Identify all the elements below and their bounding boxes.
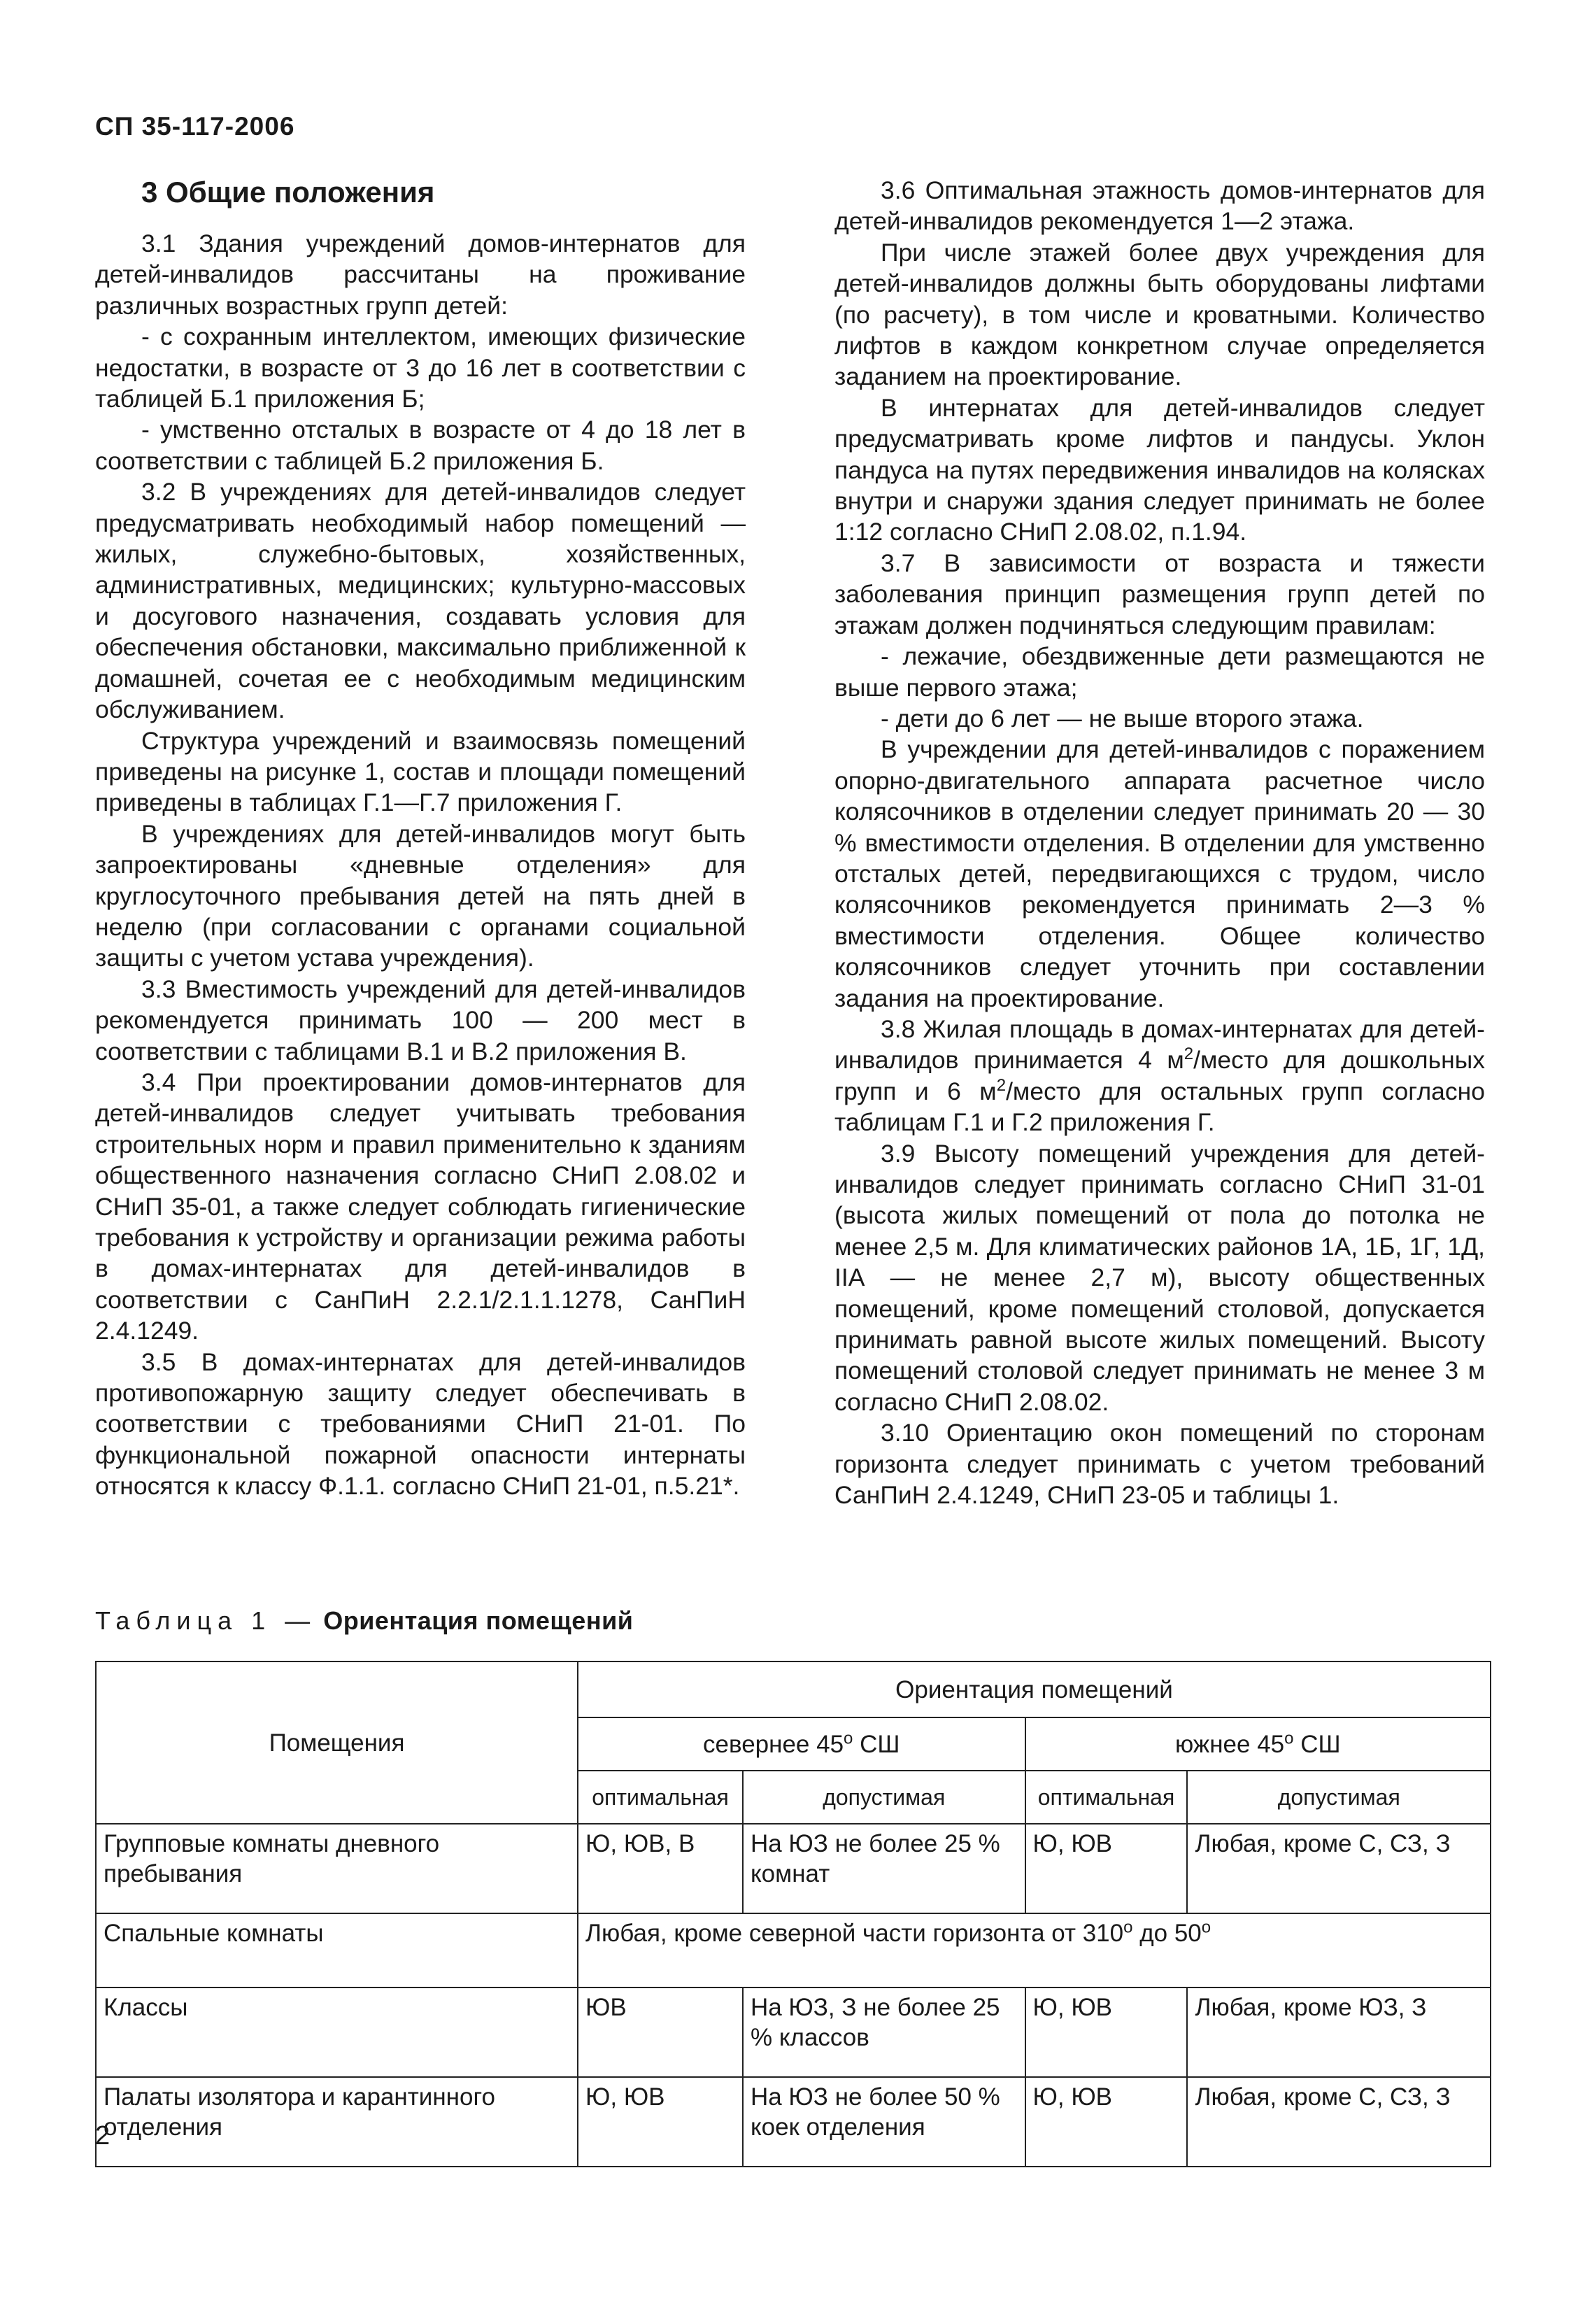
paragraph-3-1: 3.1 Здания учреждений домов-интернатов для детей-инвалидов рассчитаны на проживание различных возрастных групп детей:	[95, 229, 746, 320]
cell-north-allowed: На ЮЗ не более 25 % комнат	[743, 1824, 1025, 1913]
cell-north-optimal: ЮВ	[578, 1988, 743, 2077]
header-text: севернее 45	[703, 1730, 844, 1758]
list-item: - лежачие, обездвиженные дети размещаются не выше первого этажа;	[834, 642, 1485, 702]
header-south-allowed: допустимая	[1187, 1771, 1491, 1824]
cell-south-optimal: Ю, ЮВ	[1025, 2077, 1188, 2167]
cell-text: до 50	[1132, 1920, 1202, 1947]
superscript: 2	[996, 1075, 1007, 1095]
section-title: 3 Общие положения	[141, 176, 435, 208]
cell-south-allowed: Любая, кроме С, СЗ, З	[1187, 2077, 1491, 2167]
table-header-row	[96, 1661, 1491, 1717]
header-text: СШ	[1293, 1730, 1341, 1758]
paragraph-3-2: 3.2 В учреждениях для детей-инвалидов следует предусматривать необходимый набор помещений — жилых, служебно-бытовых, хозяйственных, административных, медицинских; культурно-массовых и досугового назначения, создавать условия для обеспечения обстановки, максимально приближенной к домашней, сочетая ее с необходимым медицинским обслуживанием.	[95, 478, 746, 724]
list-item: - с сохранным интеллектом, имеющих физические недостатки, в возрасте от 3 до 16 лет в соответствии с таблицей Б.1 приложения Б;	[95, 323, 746, 413]
table-caption-prefix: Таблица 1 —	[95, 1606, 317, 1635]
superscript: 2	[1184, 1044, 1194, 1064]
text-run: /место для дошкольных групп и 6 м	[834, 1046, 1485, 1105]
cell-room: Спальные комнаты	[96, 1913, 578, 1988]
list-item: - умственно отсталых в возрасте от 4 до 18 лет в соответствии с таблицей Б.2 приложения Б.	[95, 416, 746, 475]
paragraph-3-6: 3.6 Оптимальная этажность домов-интернатов для детей-инвалидов рекомендуется 1—2 этажа.	[834, 176, 1485, 236]
paragraph-3-5: 3.5 В домах-интернатах для детей-инвалидов противопожарную защиту следует обеспечивать в соответствии с требованиями СНиП 21-01. По функциональной пожарной опасности интернаты относятся к классу Ф.1.1. согласно СНиП 21-01, п.5.21*.	[95, 1347, 746, 1501]
cell-south-optimal: Ю, ЮВ	[1025, 1988, 1188, 2077]
cell-room: Классы	[96, 1988, 578, 2077]
header-orientation: Ориентация помещений	[578, 1661, 1491, 1717]
header-north-optimal: оптимальная	[578, 1771, 743, 1824]
cell-room: Групповые комнаты дневного пребывания	[96, 1824, 578, 1913]
header-text: СШ	[853, 1730, 900, 1758]
header-rooms: Помещения	[96, 1661, 578, 1824]
cell-orientation-any	[578, 1913, 1491, 1988]
orientation-table	[95, 1661, 1491, 2167]
cell-south-allowed: Любая, кроме ЮЗ, З	[1187, 1988, 1491, 2077]
header-south-optimal: оптимальная	[1025, 1771, 1188, 1824]
paragraph-3-9: 3.9 Высоту помещений учреждения для детей-инвалидов следует принимать согласно СНиП 31-01 (высота жилых помещений от пола до потолка не менее 2,5 м. Для климатических районов 1А, 1Б, 1Г, 1Д, IIА — не менее 2,7 м), высоту общественных помещений, кроме помещений столовой, допускается принимать равной высоте жилых помещений. Высоту помещений столовой следует принимать не менее 3 м согласно СНиП 2.08.02.	[834, 1139, 1485, 1416]
table-row	[96, 1913, 1491, 1988]
paragraph: Структура учреждений и взаимосвязь помещений приведены на рисунке 1, состав и площади помещений приведены в таблицах Г.1—Г.7 приложения Г.	[95, 726, 746, 817]
table-row	[96, 2077, 1491, 2167]
paragraph: В учреждении для детей-инвалидов с поражением опорно-двигательного аппарата расчетное число колясочников в отделении следует принимать 20 — 30 % вместимости отделения. В отделении для умственно отсталых детей, передвигающихся с трудом, число колясочников рекомендуется принимать 2—3 % вместимости отделения. Общее количество колясочников следует уточнить при составлении задания на проектирование.	[834, 735, 1485, 1012]
header-north-allowed: допустимая	[743, 1771, 1025, 1824]
paragraph: При числе этажей более двух учреждения для детей-инвалидов должны быть оборудованы лифтами (по расчету), в том числе и кроватными. Количество лифтов в каждом конкретном случае определяется заданием на проектирование.	[834, 238, 1485, 391]
paragraph: В учреждениях для детей-инвалидов могут быть запроектированы «дневные отделения» для круглосуточного пребывания детей на пять дней в неделю (при согласовании с органами социальной защиты с учетом устава учреждения).	[95, 819, 746, 972]
text-run: /место для остальных групп согласно таблицам Г.1 и Г.2 приложения Г.	[834, 1077, 1485, 1137]
header-north	[578, 1717, 1025, 1771]
header-text: южнее 45	[1174, 1730, 1285, 1758]
table-caption	[95, 1606, 633, 1636]
cell-north-allowed: На ЮЗ, З не более 25 % классов	[743, 1988, 1025, 2077]
degree-sign: о	[844, 1728, 853, 1748]
paragraph-3-7: 3.7 В зависимости от возраста и тяжести заболевания принцип размещения групп детей по этажам должен подчиняться следующим правилам:	[834, 548, 1485, 639]
text-run: 3.8 Жилая площадь в домах-интернатах для детей-инвалидов принимается 4 м	[834, 1014, 1485, 1075]
degree-sign: о	[1284, 1728, 1294, 1748]
table-row	[96, 1824, 1491, 1913]
header-south	[1025, 1717, 1491, 1771]
cell-north-optimal: Ю, ЮВ	[578, 2077, 743, 2167]
table-caption-title: Ориентация помещений	[323, 1606, 634, 1635]
cell-north-allowed: На ЮЗ не более 50 % коек отделения	[743, 2077, 1025, 2167]
page-number: 2	[95, 2121, 111, 2151]
document-code: СП 35-117-2006	[95, 112, 295, 141]
paragraph-3-10: 3.10 Ориентацию окон помещений по сторонам горизонта следует принимать с учетом требований СанПиН 2.4.1249, СНиП 23-05 и таблицы 1.	[834, 1419, 1485, 1510]
left-column	[95, 175, 746, 1502]
cell-south-allowed: Любая, кроме С, СЗ, З	[1187, 1824, 1491, 1913]
right-column	[834, 175, 1485, 1510]
list-item: - дети до 6 лет — не выше второго этажа.	[881, 704, 1364, 732]
degree-sign: о	[1201, 1918, 1211, 1937]
paragraph-3-3: 3.3 Вместимость учреждений для детей-инвалидов рекомендуется принимать 100 — 200 мест в соответствии с таблицами В.1 и В.2 приложения В.	[95, 975, 746, 1065]
cell-room: Палаты изолятора и карантинного отделения	[96, 2077, 578, 2167]
cell-text: Любая, кроме северной части горизонта от 310	[585, 1920, 1124, 1947]
paragraph: В интернатах для детей-инвалидов следует предусматривать кроме лифтов и пандусы. Уклон пандуса на путях передвижения инвалидов на колясках внутри и снаружи здания следует принимать не более 1:12 согласно СНиП 2.08.02, п.1.94.	[834, 393, 1485, 546]
paragraph-3-8	[834, 1014, 1485, 1138]
degree-sign: о	[1123, 1918, 1133, 1937]
paragraph-3-4: 3.4 При проектировании домов-интернатов для детей-инвалидов следует учитывать требования строительных норм и правил применительно к зданиям общественного назначения согласно СНиП 2.08.02 и СНиП 35-01, а также следует соблюдать гигиенические требования к устройству и организации режима работы в домах-интернатах для детей-инвалидов в соответствии с СанПиН 2.2.1/2.1.1.1278, СанПиН 2.4.1249.	[95, 1068, 746, 1345]
cell-north-optimal: Ю, ЮВ, В	[578, 1824, 743, 1913]
table-row	[96, 1988, 1491, 2077]
cell-south-optimal: Ю, ЮВ	[1025, 1824, 1188, 1913]
